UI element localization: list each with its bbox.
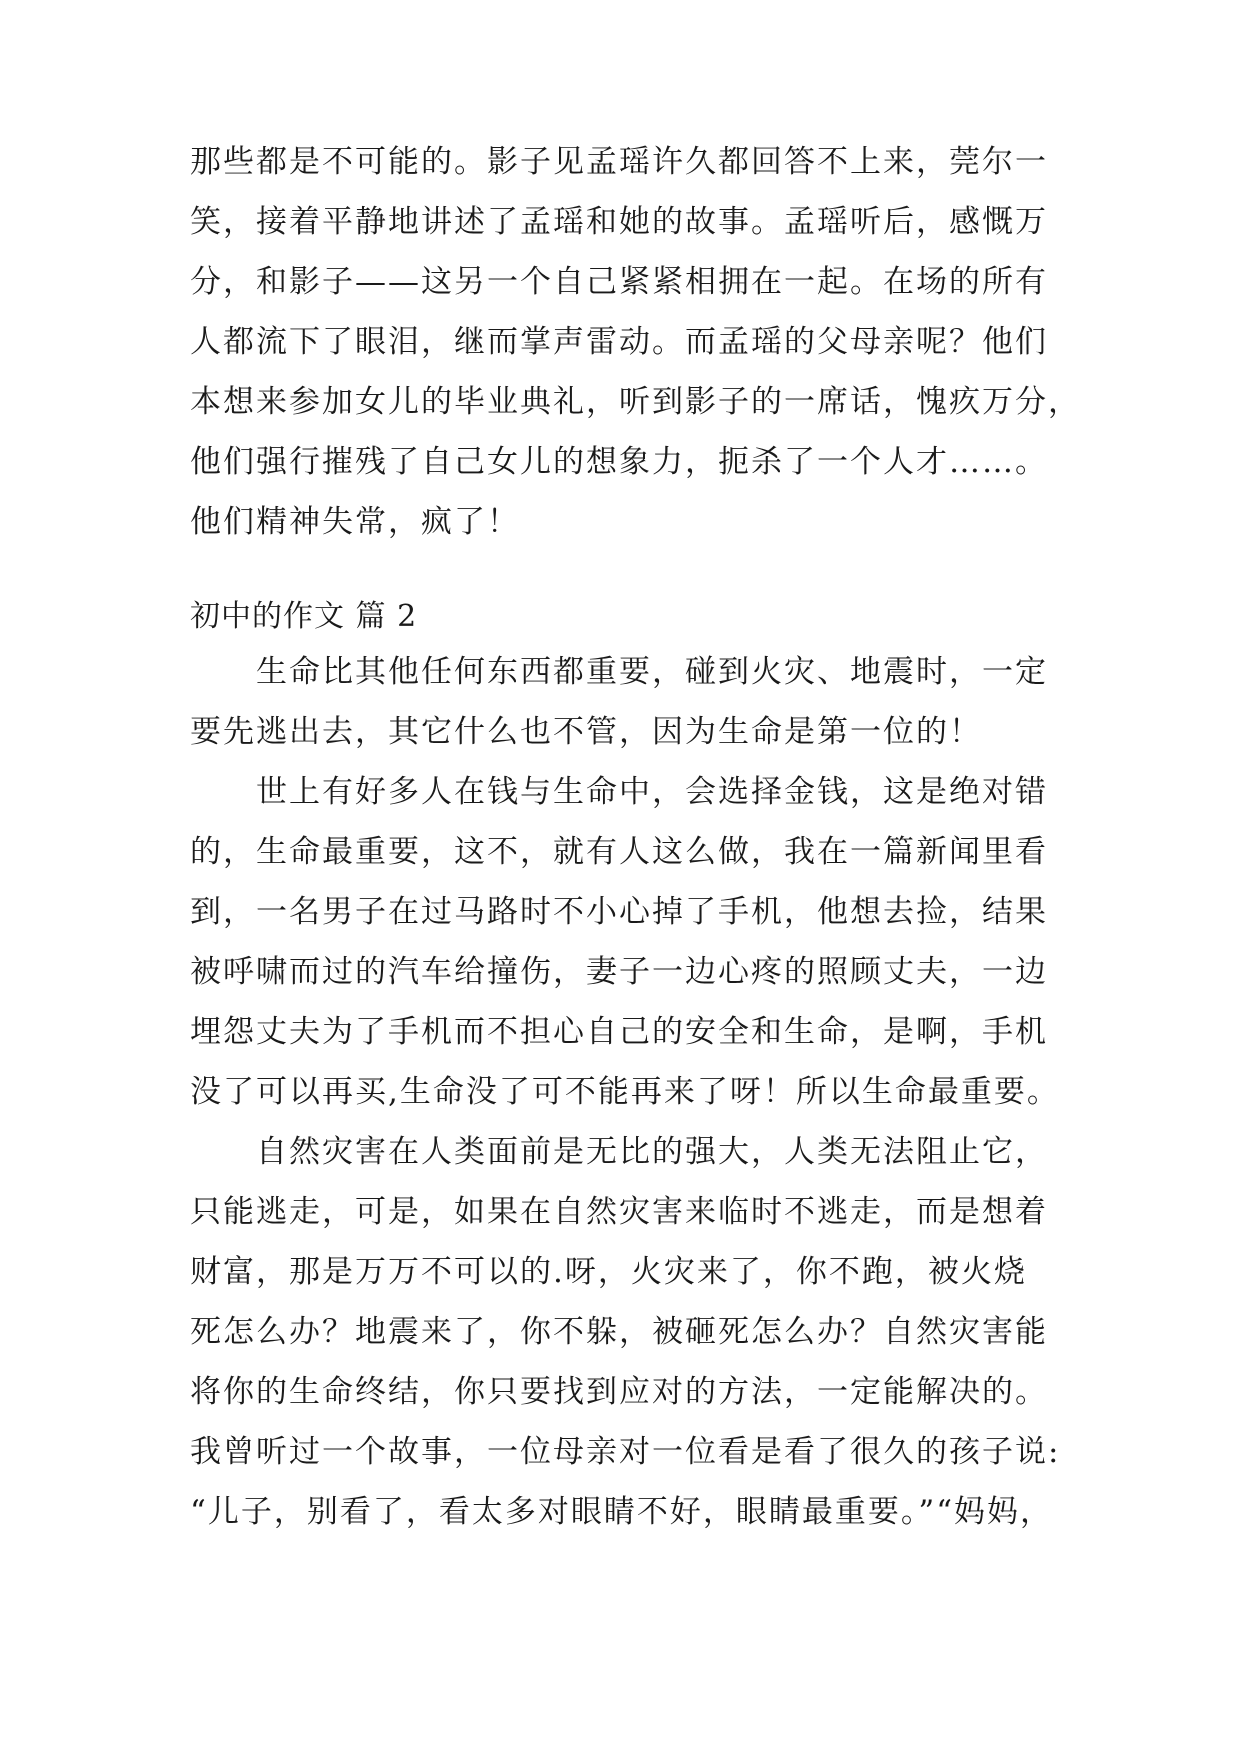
section-heading: 初中的作文 篇 2 [190,599,418,634]
continuation-paragraph [190,132,1081,552]
text-line: “儿子，别看了，看太多对眼睛不好，眼睛最重要。”“妈妈， [190,1494,1054,1530]
text-line: 分，和影子——这另一个自己紧紧相拥在一起。在场的所有 [190,264,1048,300]
text-line: 被呼啸而过的汽车给撞伤，妻子一边心疼的照顾丈夫，一边 [190,954,1048,990]
text-line: 本想来参加女儿的毕业典礼，听到影子的一席话，愧疚万分， [190,384,1081,420]
text-line: 自然灾害在人类面前是无比的强大，人类无法阻止它， [256,1134,1048,1170]
text-line: 到，一名男子在过马路时不小心掉了手机，他想去捡，结果 [190,894,1048,930]
text-line: 生命比其他任何东西都重要，碰到火灾、地震时，一定 [256,654,1048,690]
text-line: 死怎么办？地震来了，你不躲，被砸死怎么办？自然灾害能 [190,1314,1048,1350]
text-line: 要先逃出去，其它什么也不管，因为生命是第一位的！ [190,714,982,750]
section2-body [190,642,1070,1542]
text-line: 财富，那是万万不可以的.呀，火灾来了，你不跑，被火烧 [190,1254,1027,1290]
text-line: 没了可以再买,生命没了可不能再来了呀！所以生命最重要。 [190,1074,1060,1110]
text-line: 他们精神失常，疯了！ [190,504,520,540]
text-line: 世上有好多人在钱与生命中，会选择金钱，这是绝对错 [256,774,1048,810]
text-line: 埋怨丈夫为了手机而不担心自己的安全和生命，是啊，手机 [190,1014,1048,1050]
text-line: 他们强行摧残了自己女儿的想象力，扼杀了一个人才……。 [190,444,1048,480]
text-line: 的，生命最重要，这不，就有人这么做，我在一篇新闻里看 [190,834,1048,870]
text-line: 我曾听过一个故事，一位母亲对一位看是看了很久的孩子说: [190,1434,1061,1470]
text-line: 人都流下了眼泪，继而掌声雷动。而孟瑶的父母亲呢？他们 [190,324,1048,360]
text-line: 那些都是不可能的。影子见孟瑶许久都回答不上来，莞尔一 [190,144,1048,180]
text-line: 笑，接着平静地讲述了孟瑶和她的故事。孟瑶听后，感慨万 [190,204,1048,240]
text-line: 只能逃走，可是，如果在自然灾害来临时不逃走，而是想着 [190,1194,1048,1230]
text-line: 将你的生命终结，你只要找到应对的方法，一定能解决的。 [190,1374,1048,1410]
